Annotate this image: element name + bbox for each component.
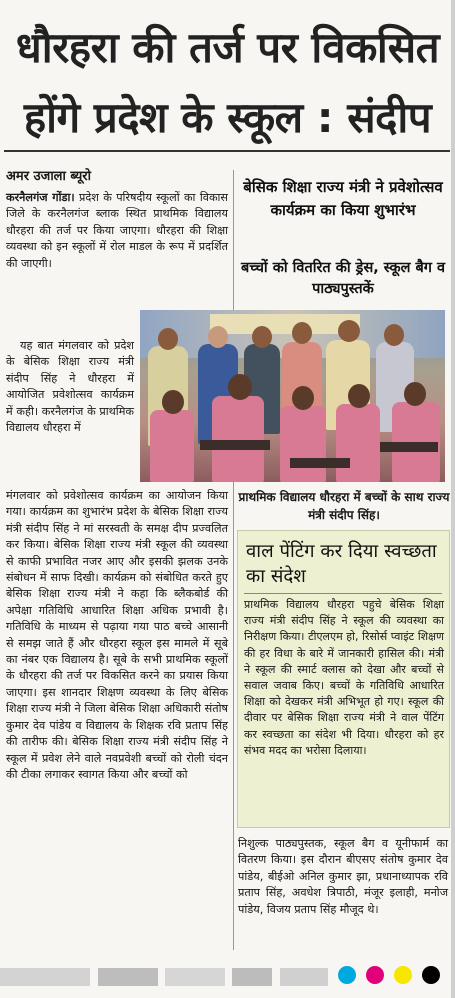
photo-caption: प्राथमिक विद्यालय धौरहरा में बच्चों के साथ राज्य मंत्री संदीप सिंह।	[238, 490, 450, 522]
article-column-left-bottom	[6, 488, 228, 783]
registration-black-swatch	[422, 966, 440, 984]
print-color-bar-5	[280, 968, 328, 986]
sidebar-rule	[244, 593, 442, 594]
column-divider	[233, 170, 234, 950]
deck-heading-1: बेसिक शिक्षा राज्य मंत्री ने प्रवेशोत्सव कार्यक्रम का किया शुभारंभ	[243, 178, 443, 219]
sidebar-body: प्राथमिक विद्यालय धौरहरा पहुचे बेसिक शिक्षा राज्य मंत्री संदीप सिंह ने स्कूल की व्यवस्था का निरीक्षण किया। टीएलएम हो, रिसोर्स प्वाइंट शिक्षण की हर विधा के बारे में जानकारी हासिल की। मंत्री ने स्कूल की स्मार्ट क्लास को देखा और बच्चों से सवाल जवाब किए। बच्चों के गतिविधि आधारित शिक्षा को देखकर मंत्री अभिभूत हो गए। स्कूल की दीवार पर बेसिक शिक्षा राज्य मंत्री ने वाल पेंटिंग कर स्वच्छता का संदेश भी दिया। धौरहरा को हर संभव मदद का भरोसा दिलाया।	[244, 598, 444, 757]
article-column-left-top	[6, 190, 228, 272]
byline: अमर उजाला ब्यूरो	[6, 169, 91, 184]
sidebar-box	[237, 530, 450, 828]
article-column-left-narrow	[6, 338, 134, 436]
headline-line-2: होंगे प्रदेश के स्कूल : संदीप	[23, 93, 432, 142]
registration-cyan-swatch	[338, 966, 356, 984]
article-paragraph-3: मंगलवार को प्रवेशोत्सव कार्यक्रम का आयोजन किया गया। कार्यक्रम का शुभारंभ प्रदेश के बेसिक शिक्षा राज्य मंत्री संदीप सिंह ने मां सरस्वती के समक्ष दीप प्रज्वलित कर किया। बेसिक शिक्षा राज्य मंत्री स्कूल की व्यवस्था से काफी प्रभावित नजर आए और इसकी झलक उनके संबोधन में साफ दिखी। कार्यक्रम को संबोधित करते हुए बेसिक शिक्षा राज्य मंत्री ने कहा कि ब्लैकबोर्ड की अपेक्षा गतिविधि आधारित शिक्षा अधिक प्रभावी है। गतिविधि के माध्यम से पढ़ाया गया पाठ बच्चे आसानी से समझ जाते हैं और धौरहरा स्कूल इस मामले में सूबे का नंबर एक विद्यालय है। सूबे के सभी प्राथमिक स्कूलों के धौरहरा की तर्ज पर विकसित करने का प्रयास किया जाएगा। इस शानदार शिक्षण व्यवस्था के लिए बेसिक शिक्षा राज्य मंत्री ने जिला बेसिक शिक्षा अधिकारी संतोष कुमार देव पांडेय व विद्यालय के शिक्षक रवि प्रताप सिंह की तारीफ की। बेसिक शिक्षा राज्य मंत्री संदीप सिंह ने स्कूल में प्रवेश लेने वाले नवप्रवेशी बच्चों को रोली चंदन की टीका लगाकर स्वागत किया और बच्चों को	[6, 489, 228, 781]
registration-yellow-swatch	[394, 966, 412, 984]
print-color-bar-3	[165, 968, 225, 986]
article-column-right-bottom	[238, 836, 448, 918]
event-photo	[140, 310, 445, 482]
dateline: करनैलगंज गोंडा।	[6, 191, 75, 204]
registration-magenta-swatch	[366, 966, 384, 984]
article-paragraph-1: प्रदेश के परिषदीय स्कूलों का विकास जिले के करनैलगंज ब्लाक स्थित प्राथमिक विद्यालय धौरहरा की तर्ज पर किया जाएगा। धौरहरा की शिक्षा व्यवस्था को इन स्कूलों में रोल माडल के रूप में प्रदर्शित की जाएगी।	[6, 191, 228, 270]
print-color-bar-2	[98, 968, 158, 986]
deck-heading-2: बच्चों को वितरित की ड्रेस, स्कूल बैग व पाठ्यपुस्तकें	[240, 260, 446, 297]
headline-rule	[4, 150, 450, 152]
headline-line-1: धौरहरा की तर्ज पर विकसित	[15, 23, 440, 72]
page-edge	[451, 0, 455, 998]
article-paragraph-2: यह बात मंगलवार को प्रदेश के बेसिक शिक्षा राज्य मंत्री संदीप सिंह ने धौरहरा में आयोजित प्रवेशोत्सव कार्यक्रम में कही। करनैलगंज के प्राथमिक विद्यालय धौरहरा में	[6, 339, 134, 435]
print-color-bar-4	[232, 968, 272, 986]
print-color-bar-1	[0, 968, 90, 986]
sidebar-title: वाल पेंटिंग कर दिया स्वच्छता का संदेश	[246, 541, 437, 587]
article-paragraph-end: निशुल्क पाठ्यपुस्तक, स्कूल बैग व यूनीफार्म का वितरण किया। इस दौरान बीएसए संतोष कुमार देव पांडेय, बीईओ अनिल कुमार झा, प्रधानाध्यापक रवि प्रताप सिंह, अवधेश त्रिपाठी, मंजूर इलाही, मनोज पांडेय, विजय प्रताप सिंह मौजूद थे।	[238, 837, 448, 916]
